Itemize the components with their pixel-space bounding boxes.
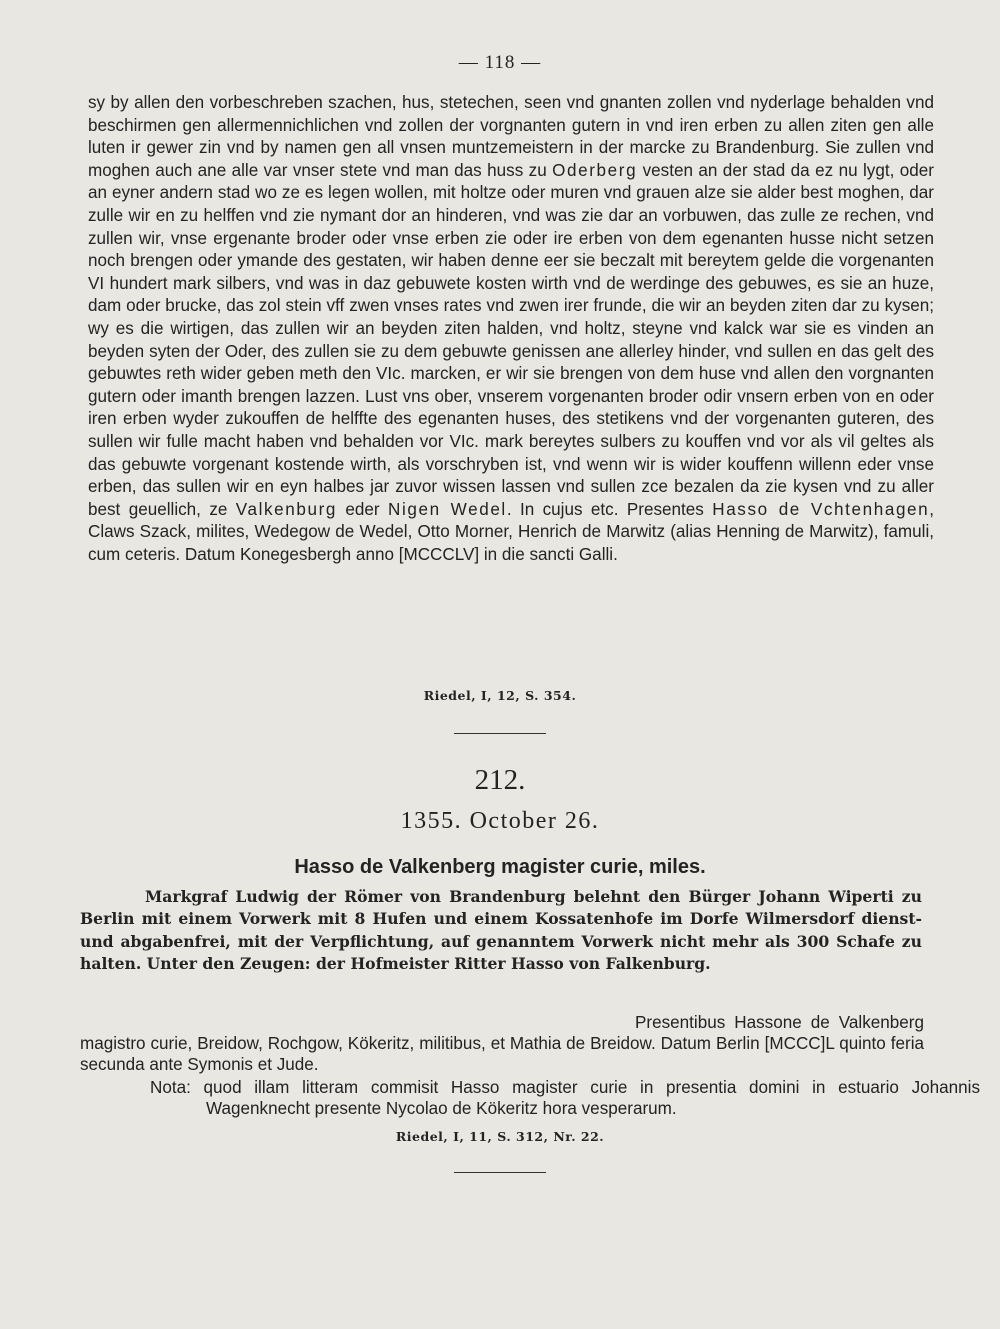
text-segment: vesten an der stad da ez nu lygt, oder an eyner andern stad wo ze es legen wollen, mit holtze oder muren vnd grauen alze sie alder best moghen, dar zulle wir en zu helffen vnd zie nymant dor an hinderen, vnd was zie dar an vorbuwen, das zulle ze rechen, vnd zullen wir, vnse ergenante broder oder vnse erben zie oder ire erben von dem egenanten husse nicht setzen noch brengen oder ymande des gestaten, wir haben denne eer sie beczalt mit bereytem gelde die vorgenanten VI hundert mark silbers, vnd was in daz gebuwete kosten wirth vnd de werdinge des gebuwes, es sie an huze, dam oder brucke, das zol stein vff zwen vnses rates vnd zwen irer frunde, die wir an beyden ziten dar zu kysen; wy es die wirtigen, das zullen wir an beyden ziten halden, vnd holtz, steyne vnd kalck war sie es vinden an beyden syten der Oder, des zullen sie zu dem gebuwte genissen ane allerley hinder, vnd sullen en das gelt des gebuwtes reth wider geben meth den VIc. marcken, er wir sie brengen von dem huse vnd allen den vorgnanten gutern oder imanth brengen lazzen. Lust vns ober, vnserem vorgenanten broder odir vnsern erben von en oder iren erben wyder zukouffen de helffte des egenanten huses, des stetikens vnd der vorgenanten guteren, des sullen wir fulle macht haben vnd behalden vor VIc. mark bereytes sulbers zu kouffen vnd vor als vil geltes als das gebuwte vorgenant kostende wirth, als vorschryben ist, vnd wenn wir is wider kouffenn willenn eder vnse erben, das sullen wir en eyn halbes jar zuvor wissen lassen vnd sullen zce bezalen da zie kysen vnd zu aller best geuellich, ze bbox=[88, 160, 934, 519]
document-heading: Hasso de Valkenberg magister curie, miles. bbox=[294, 856, 706, 878]
nota-paragraph: Nota: quod illam litteram commisit Hasso magister curie in presentia domini in estuario Johannis Wagenknecht presente Nycolao de Kökeritz hora vesperarum. bbox=[150, 1078, 980, 1118]
divider-2 bbox=[454, 1172, 546, 1173]
text-segment: sy by allen den vorbeschreben szachen, hus, stetechen, seen vnd gnanten zollen vnd nyderlage behalden vnd beschirmen gen allermennichlichen vnd zollen der vorgnanten gutern in vnd iren erben zu allen ziten gen alle luten ir gewer zin vnd by namen gen all vnsen muntzemeistern in der marcke zu Brandenburg. Sie zullen vnd moghen auch ane alle var vnser stete vnd man das huss zu bbox=[88, 93, 934, 180]
place-name: Oderberg bbox=[552, 160, 638, 180]
witness-list: Presentibus Hassone de Valkenberg magistro curie, Breidow, Rochgow, Kökeritz, militibus, et Mathia de Breidow. Datum Berlin [MCCC]L quinto feria secunda ante Symonis et Jude. bbox=[80, 1013, 924, 1074]
divider bbox=[454, 733, 546, 734]
text-segment: . In cujus etc. Presentes bbox=[506, 499, 713, 519]
document-number: 212. bbox=[474, 764, 526, 796]
regest-summary: Markgraf Ludwig der Römer von Brandenburg belehnt den Bürger Johann Wiperti zu Berlin mit einem Vorwerk mit 8 Hufen und einem Kossatenhofe im Dorfe Wilmersdorf dienst- und abgabenfrei, mit der Verpflichtung, auf genanntem Vorwerk nicht mehr als 300 Schafe zu halten. Unter den Zeugen: der Hofmeister Ritter Hasso von Falkenburg. bbox=[80, 887, 922, 974]
charter-paragraph bbox=[88, 92, 934, 566]
source-citation: Riedel, I, 12, S. 354. bbox=[423, 688, 577, 703]
page-number: — 118 — bbox=[458, 52, 542, 73]
person-name: Hasso de Vchtenhagen bbox=[712, 499, 930, 519]
text-segment: , Claws Szack, milites, Wedegow de Wedel, Otto Morner, Henrich de Marwitz (alias Henning de Marwitz), famuli, cum ceteris. Datum Konegesbergh anno [MCCCLV] in die sancti Galli. bbox=[88, 499, 935, 564]
place-name: Valkenburg bbox=[235, 499, 337, 519]
continued-charter-text bbox=[88, 92, 934, 566]
text-segment: eder bbox=[337, 499, 389, 519]
place-name: Nigen Wedel bbox=[388, 499, 507, 519]
document-date: 1355. October 26. bbox=[400, 808, 600, 834]
source-citation-2: Riedel, I, 11, S. 312, Nr. 22. bbox=[395, 1129, 605, 1144]
